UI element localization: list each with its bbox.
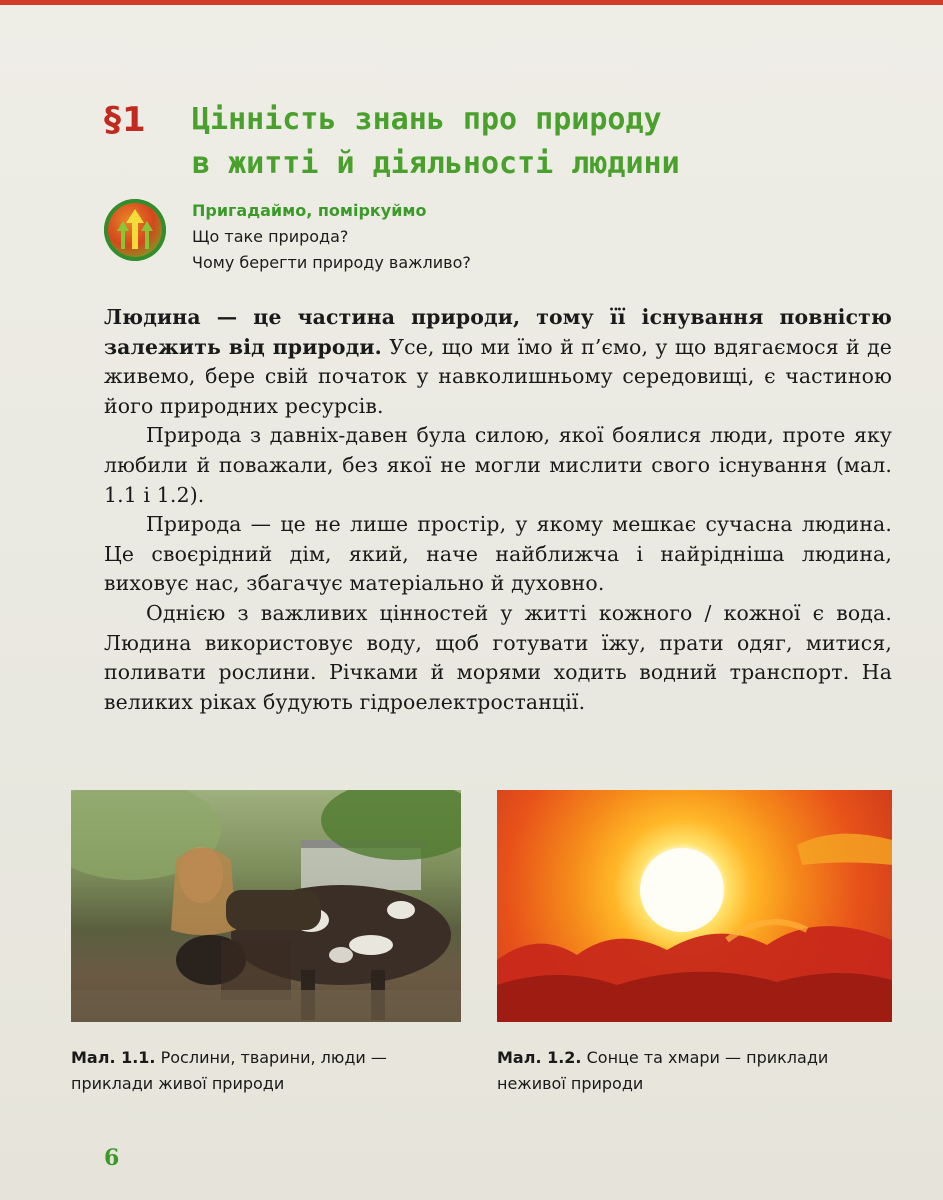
figure-2-label: Мал. 1.2. <box>497 1048 582 1067</box>
growth-arrows-icon <box>104 199 166 261</box>
recall-question-1: Що таке природа? <box>192 227 349 246</box>
paragraph-1-bold: Людина — це частина природи, тому її існування повністю залежить від природи. <box>104 305 892 359</box>
recall-title: Пригадаймо, поміркуймо <box>192 201 427 220</box>
section-header <box>104 100 884 190</box>
paragraph-4: Однією з важливих цінностей у житті кожного / кожної є вода. Людина використовує воду, щоб готувати їжу, прати одяг, митися, поливати рослини. Річками й морями ходить водний транспорт. На великих ріках будують гідроелектростанції. <box>104 600 892 714</box>
paragraph-1-rest: Усе, що ми їмо й п’ємо, у що вдягаємося й де живемо, бере свій початок у навколишньому середовищі, є частиною його природних ресурсів. <box>104 334 892 418</box>
figure-1-text: Рослини, тварини, люди — приклади живої природи <box>71 1048 387 1093</box>
section-title-line2: в житті й діяльності людини <box>192 146 680 181</box>
photo-woman-with-cow <box>71 790 461 1022</box>
paragraph-2: Природа з давніх-давен була силою, якої боялися люди, проте яку любили й поважали, без якої не могли мислити свого існування (мал. 1.1 і 1.2). <box>104 423 892 507</box>
top-accent-bar <box>0 0 943 5</box>
figure-caption-1 <box>71 1045 461 1097</box>
figure-2-text: Сонце та хмари — приклади неживої природи <box>497 1048 829 1093</box>
figure-caption-2 <box>497 1045 897 1097</box>
figure-1-label: Мал. 1.1. <box>71 1048 156 1067</box>
section-title <box>192 98 680 186</box>
section-number: §1 <box>104 100 147 140</box>
paragraph-1 <box>104 303 892 421</box>
recall-question-2: Чому берегти природу важливо? <box>192 253 471 272</box>
page-number: 6 <box>104 1145 120 1171</box>
main-text <box>104 303 892 717</box>
recall-box <box>104 197 624 277</box>
section-title-line1: Цінність знань про природу <box>192 102 662 137</box>
paragraph-3: Природа — це не лише простір, у якому мешкає сучасна людина. Це своєрідний дім, який, наче найближча і найрідніша людина, виховує нас, збагачує матеріально й духовно. <box>104 512 892 596</box>
photo-sun-and-clouds <box>497 790 892 1022</box>
